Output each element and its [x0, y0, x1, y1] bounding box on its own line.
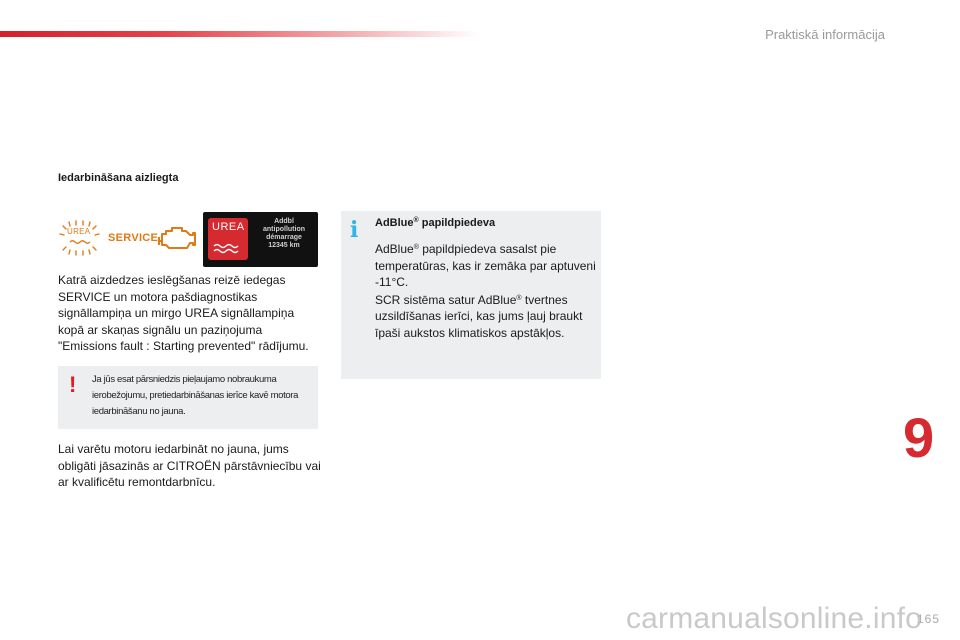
- info-icon: i: [350, 217, 359, 243]
- urea-warning-icon: [58, 220, 102, 261]
- info-text-part: AdBlue: [375, 242, 414, 256]
- registered-mark: ®: [413, 244, 419, 251]
- fluid-level-icon: [213, 243, 245, 255]
- registered-mark: ®: [413, 217, 419, 224]
- section-title: Praktiskā informācija: [765, 27, 885, 42]
- urea-badge-text: UREA: [212, 221, 245, 233]
- engine-check-icon: [158, 222, 196, 259]
- info-text-part: papildpiedeva sasalst pie temperatūras, kas ir zemāka par aptuveni -11°C.: [375, 242, 596, 289]
- info-text-part: SCR sistēma satur AdBlue: [375, 292, 517, 307]
- page-heading: Iedarbināšana aizliegta: [58, 172, 179, 184]
- warning-note-text: Ja jūs esat pārsniedzis pieļaujamo nobraukuma ierobežojumu, pretiedarbināšanas ierīce kavē motora iedarbināšanu no jauna.: [92, 374, 299, 417]
- service-warning-label: SERVICE: [108, 232, 159, 244]
- watermark: carmanualsonline.info: [625, 602, 922, 635]
- chapter-number: 9: [903, 406, 935, 469]
- urea-icon-label: UREA: [67, 227, 91, 236]
- display-line: antipollution: [263, 226, 305, 233]
- warning-note-box: [58, 366, 318, 429]
- info-title-text: papildpiedeva: [418, 217, 496, 229]
- urea-display-badge: [208, 218, 248, 260]
- info-title-text: AdBlue: [375, 217, 414, 229]
- paragraph-startup-warning: Katrā aizdedzes ieslēgšanas reizē iedegas SERVICE un motora pašdiagnostikas signāllampiņa un mirgo UREA signāllampiņa kopā ar skaņas signālu un paziņojuma "Emissions fault : Starting prevented" rādījumu.: [58, 273, 309, 353]
- paragraph-contact-dealer: Lai varētu motoru iedarbināt no jauna, jums obligāti jāsazinās ar CITROËN pārstāvniecību vai ar kvalificētu remontdarbnīcu.: [58, 442, 321, 489]
- display-line: Addbl: [274, 218, 294, 225]
- page-number: 165: [916, 612, 940, 626]
- display-line: 12345 km: [268, 242, 300, 249]
- info-text-part: tvertnes uzsildīšanas ierīci, kas jums ļauj braukt īpaši aukstos klimatiskos apstākļos.: [375, 292, 583, 340]
- display-line: démarrage: [266, 234, 302, 241]
- instrument-panel-display: [203, 212, 318, 267]
- exclamation-icon: !: [69, 372, 77, 397]
- registered-mark: ®: [516, 294, 522, 302]
- display-message: [253, 218, 315, 250]
- header-accent-bar: [0, 31, 480, 37]
- info-note-box: [341, 211, 601, 379]
- warning-lamps-row: [58, 212, 318, 267]
- info-title: [375, 217, 495, 229]
- info-text: [375, 240, 599, 341]
